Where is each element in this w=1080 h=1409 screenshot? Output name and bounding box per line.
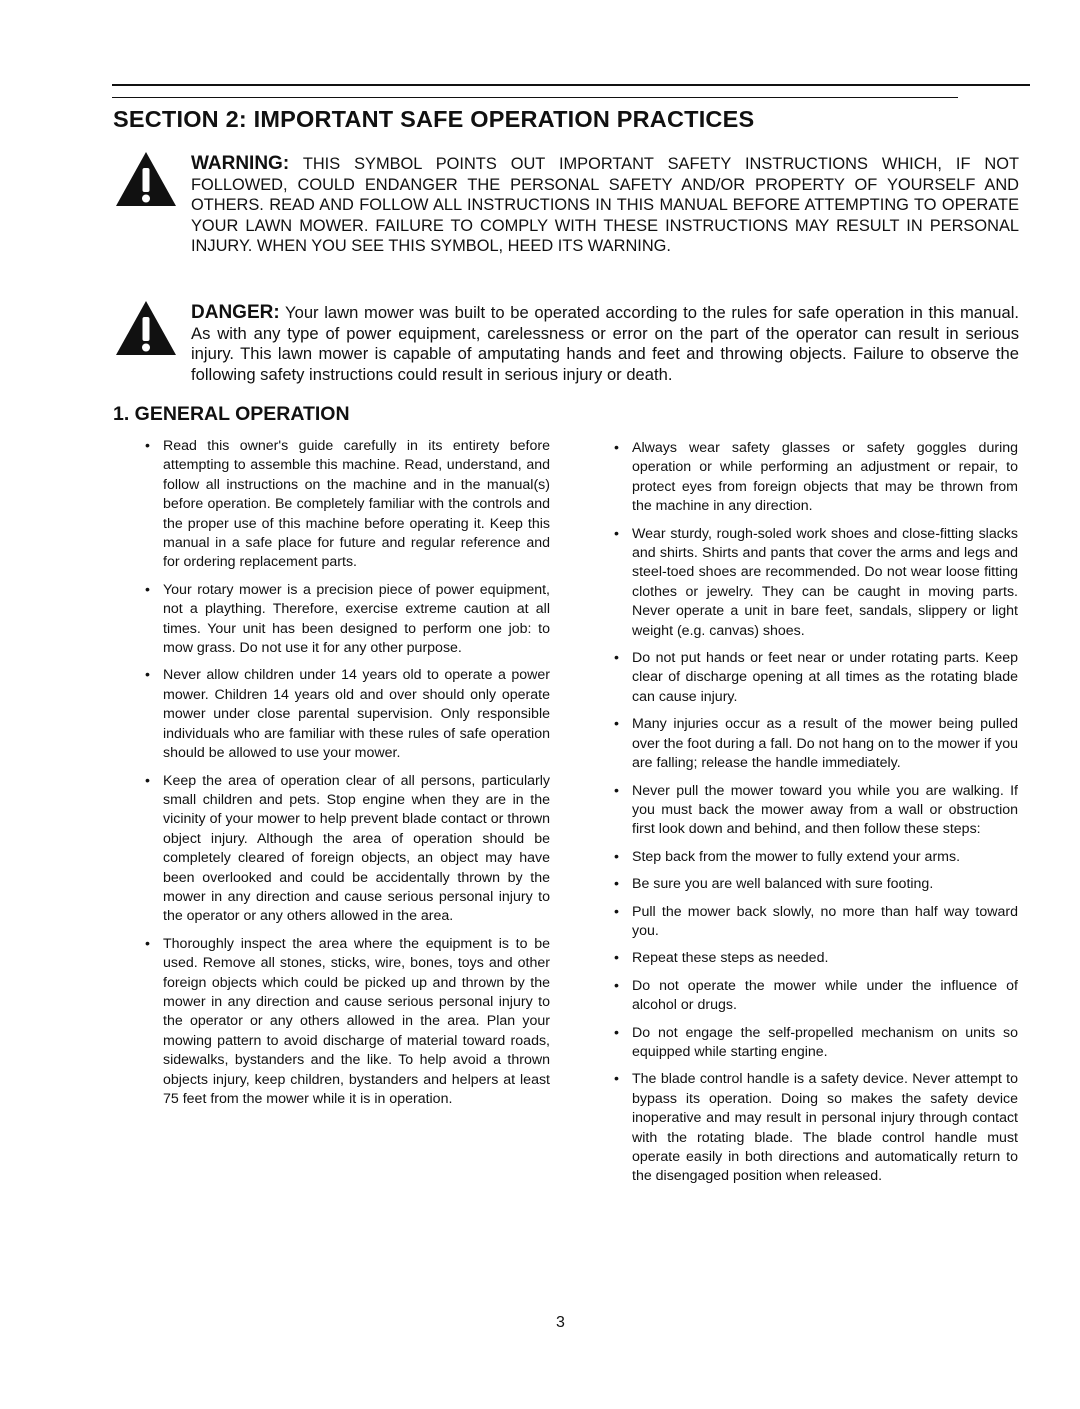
- list-item: • Never allow children under 14 years old to operate a power mower. Children 14 years old and over should only operate mower under close parental supervision. Only responsible individuals who are familiar with these rules of safe operation should be allowed to use your mower.: [145, 667, 550, 762]
- bullet-icon: •: [145, 667, 150, 684]
- bullet-icon: •: [614, 1024, 619, 1041]
- list-item: • Wear sturdy, rough-soled work shoes and close-fitting slacks and shirts. Shirts and pants that cover the arms and legs and steel-toed shoes are recommended. Do not wear loose fitting clothes or jewelry. They can be caught in moving parts. Never operate a unit in bare feet, sandals, slippery or light weight (e.g. canvas) shoes.: [614, 525, 1018, 639]
- bullet-icon: •: [614, 650, 619, 667]
- bullet-icon: •: [614, 716, 619, 733]
- bullet-icon: •: [614, 977, 619, 994]
- bullet-icon: •: [145, 772, 150, 789]
- section-title: SECTION 2: IMPORTANT SAFE OPERATION PRACTICES: [113, 106, 755, 132]
- top-rule-secondary: [112, 97, 958, 98]
- list-item: • Keep the area of operation clear of all persons, particularly small children and pets. Stop engine when they are in the vicinity of your mower to help prevent blade contact or thrown object injury. Although the area of operation should be completely cleared of foreign objects, an object may have been overlooked and could be accidentally thrown by the mower in any direction and cause serious personal injury to the operator or any others allowed in the area.: [145, 772, 550, 925]
- list-item: • Step back from the mower to fully extend your arms.: [614, 848, 1018, 867]
- bullet-icon: •: [145, 438, 150, 454]
- bullet-icon: •: [614, 440, 619, 456]
- warning-notice: [191, 154, 1019, 257]
- page-number: 3: [556, 1314, 565, 1331]
- bullet-icon: •: [614, 525, 619, 542]
- danger-text: Your lawn mower was built to be operated according to the rules for safe operation in this manual. As with any type of power equipment, carelessness or error on the part of the operator can result in serious injury. This lawn mower is capable of amputating hands and feet and throwing objects. Failure to observe the following safety instructions could result in serious injury or death.: [191, 303, 1020, 384]
- bullet-icon: •: [614, 782, 619, 799]
- list-item: • Pull the mower back slowly, no more than half way toward you.: [614, 903, 1018, 939]
- bullet-icon: •: [614, 876, 619, 893]
- list-item: • Thoroughly inspect the area where the equipment is to be used. Remove all stones, sticks, wire, bones, toys and other foreign objects which could be picked up and thrown by the mower in any direction and cause serious personal injury to the operator or any others allowed in the area. Plan your mowing pattern to avoid discharge of material toward roads, sidewalks, bystanders and the like. To help avoid a thrown objects injury, keep children, bystanders and helpers at least 75 feet from the mower while it is in operation.: [145, 935, 550, 1107]
- list-item: • Always wear safety glasses or safety goggles during operation or while performing an adjustment or repair, to protect eyes from foreign objects that may be thrown from the machine in any direction.: [614, 440, 1018, 515]
- danger-notice: [191, 303, 1019, 385]
- bullet-icon: •: [145, 935, 150, 952]
- list-item: • Your rotary mower is a precision piece of power equipment, not a plaything. Therefore, exercise extreme caution at all times. Your unit has been designed to perform one job: to mow grass. Do not use it for any other purpose.: [145, 581, 550, 657]
- warning-triangle-icon: [114, 299, 178, 357]
- right-column-list: [614, 439, 1018, 1195]
- list-item: • Do not engage the self-propelled mechanism on units so equipped while starting engine.: [614, 1024, 1018, 1060]
- bullet-icon: •: [145, 581, 150, 598]
- warning-label: WARNING:: [191, 153, 290, 174]
- list-item: • Do not operate the mower while under the influence of alcohol or drugs.: [614, 977, 1018, 1014]
- list-item: • Repeat these steps as needed.: [614, 949, 1018, 968]
- subsection-title: 1. GENERAL OPERATION: [113, 403, 350, 425]
- list-item: • Do not put hands or feet near or under rotating parts. Keep clear of discharge opening at all times as the rotating blade can cause injury.: [614, 650, 1018, 705]
- warning-text: THIS SYMBOL POINTS OUT IMPORTANT SAFETY INSTRUCTIONS WHICH, IF NOT FOLLOWED, COULD ENDANGER THE PERSONAL SAFETY AND/OR PROPERTY OF YOURSELF AND OTHERS. READ AND FOLLOW ALL INSTRUCTIONS IN THIS MANUAL BEFORE ATTEMPTING TO OPERATE YOUR LAWN MOWER. FAILURE TO COMPLY WITH THESE INSTRUCTIONS MAY RESULT IN PERSONAL INJURY. WHEN YOU SEE THIS SYMBOL, HEED ITS WARNING.: [191, 155, 1019, 256]
- danger-label: DANGER:: [191, 302, 280, 323]
- list-item: • The blade control handle is a safety device. Never attempt to bypass its operation. Doing so makes the safety device inoperative and may result in personal injury through contact with the rotating blade. The blade control handle must operate easily in both directions and automatically return to the disengaged position when released.: [614, 1071, 1018, 1185]
- list-item: • Read this owner's guide carefully in its entirety before attempting to assemble this machine. Read, understand, and follow all instructions on the machine and in the manual(s) before operation. Be completely familiar with the controls and the proper use of this machine before operating it. Keep this manual in a safe place for future and regular reference and for ordering replacement parts.: [145, 438, 550, 571]
- list-item: • Be sure you are well balanced with sure footing.: [614, 875, 1018, 894]
- list-item: • Many injuries occur as a result of the mower being pulled over the foot during a fall. Do not hang on to the mower if you are falling; release the handle immediately.: [614, 716, 1018, 772]
- bullet-icon: •: [614, 903, 619, 920]
- top-rule: [112, 84, 1030, 86]
- bullet-icon: •: [614, 848, 619, 865]
- list-item: • Never pull the mower toward you while you are walking. If you must back the mower away from a wall or obstruction first look down and behind, and then follow these steps:: [614, 782, 1018, 838]
- warning-triangle-icon: [114, 150, 178, 208]
- bullet-icon: •: [614, 1071, 619, 1088]
- bullet-icon: •: [614, 950, 619, 967]
- left-column-list: [145, 437, 550, 1117]
